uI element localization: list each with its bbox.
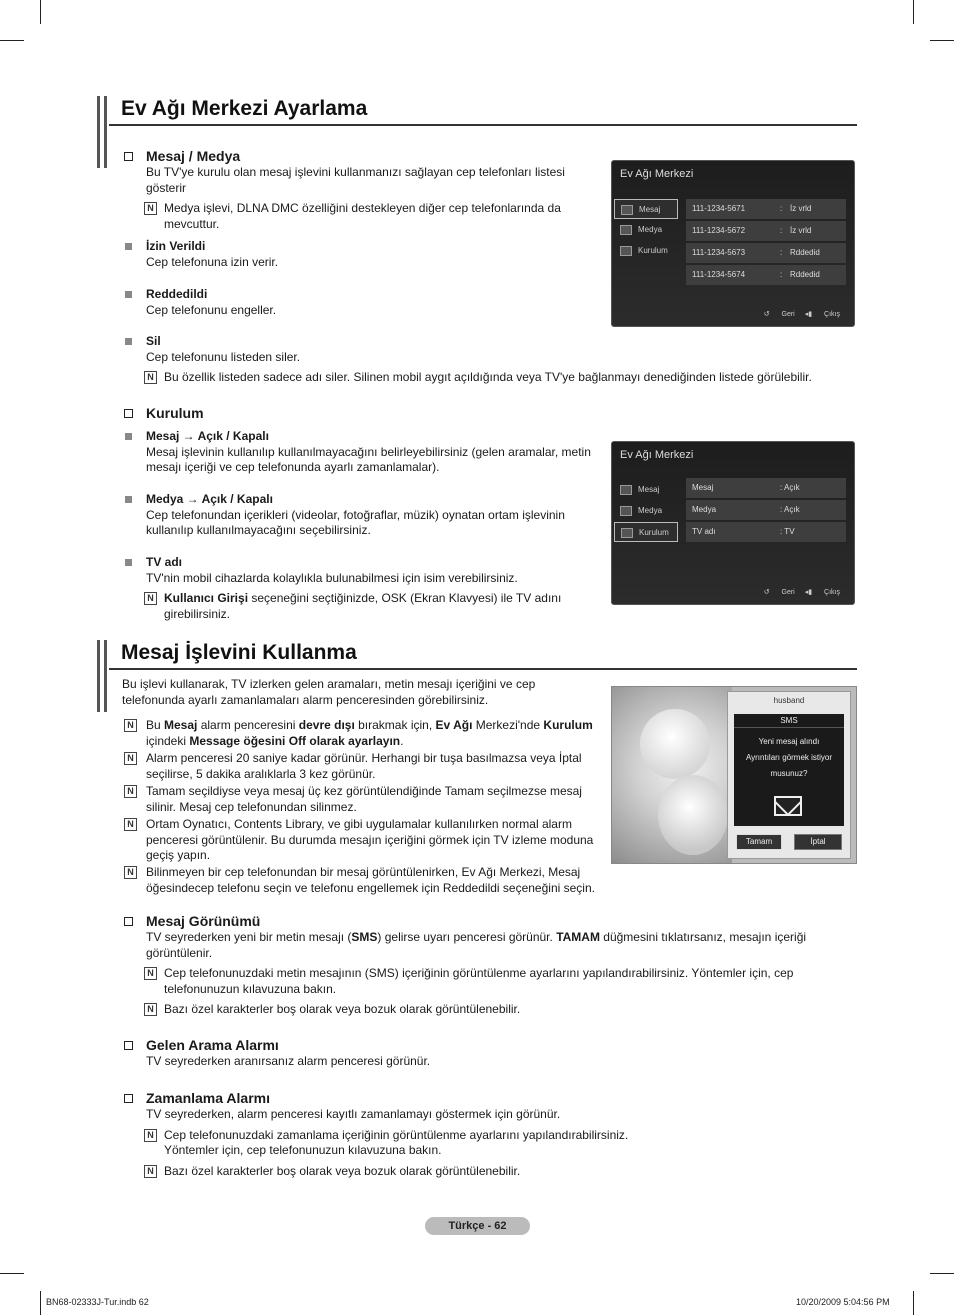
note-icon: N	[124, 752, 137, 765]
footer-file: BN68-02333J-Tur.indb 62	[46, 1297, 149, 1307]
ok-button[interactable]: Tamam	[736, 834, 782, 850]
section-title: Gelen Arama Alarmı	[122, 1036, 602, 1054]
tv-setting-row[interactable]: TV adı : TV	[686, 522, 846, 542]
note-icon: N	[124, 818, 137, 831]
exit-button[interactable]: ◂▮ Çıkış	[804, 310, 840, 318]
note-icon: N	[144, 1003, 157, 1016]
tv-phone-row[interactable]: 111-1234-5674 : Rddedid	[686, 265, 846, 285]
tv-menu-item-medya[interactable]: Medya	[614, 501, 678, 521]
heading-rule	[109, 124, 857, 126]
envelope-icon	[620, 485, 632, 495]
gear-icon	[621, 528, 633, 538]
checkbox-bullet-icon	[124, 152, 133, 161]
section-title: Mesaj / Medya	[122, 147, 582, 165]
tv-phone-row[interactable]: 111-1234-5673 : Rddedid	[686, 243, 846, 263]
section-desc: Bu TV'ye kurulu olan mesaj işlevini kullanmanızı sağlayan cep telefonları listesi gösterir	[146, 165, 565, 195]
note: N Alarm penceresi 20 saniye kadar görünür. Herhangi bir tuşa basılmazsa veya İptal seçilirse, 5 dakika aralıklarla 3 kez görünür.	[122, 751, 604, 782]
heading-rule	[109, 668, 857, 670]
square-bullet-icon	[125, 433, 132, 440]
polar-bear-photo	[612, 687, 732, 864]
item-reddedildi: Reddedildi Cep telefonunu engeller.	[122, 287, 602, 318]
heading-decoration	[97, 96, 109, 168]
alarm-sender: husband	[773, 696, 805, 705]
note: N Ortam Oynatıcı, Contents Library, ve gibi uygulamalar kullanılırken normal alarm penceresi görüntülenir. Bu durumda mesajın içeriğini görmek için TV izleme moduna geçiş yapın.	[122, 817, 604, 864]
item-medya-acik-kapali: Medya → Açık / Kapalı Cep telefonundan içerikleri (videolar, fotoğraflar, müzik) oynatan ortam işlevinin kullanılıp kullanılmayacağını seçebilirsiniz.	[122, 492, 602, 539]
square-bullet-icon	[125, 559, 132, 566]
tv-footer	[754, 307, 840, 323]
section2-note-last	[122, 865, 642, 896]
note: N Bu Mesaj alarm penceresini devre dışı bırakmak için, Ev Ağı Merkezi'nde Kurulum içindeki Message öğesini Off olarak ayarlayın.	[122, 718, 604, 749]
note-icon: N	[144, 1129, 157, 1142]
back-button[interactable]: ↺ Geri	[763, 310, 795, 318]
heading-decoration	[97, 640, 109, 712]
alarm-type: SMS	[734, 714, 844, 728]
alarm-message: Yeni mesaj alındı Ayrıntıları görmek istiyor musunuz?	[745, 737, 833, 778]
section-zamanlama-alarmi	[122, 1089, 642, 1179]
envelope-icon	[621, 205, 633, 215]
checkbox-bullet-icon	[124, 1041, 133, 1050]
note-icon: N	[144, 967, 157, 980]
square-bullet-icon	[125, 291, 132, 298]
alarm-screen-image	[611, 686, 857, 864]
tv-screen-title: Ev Ağı Merkezi	[620, 449, 694, 461]
note-icon: N	[124, 785, 137, 798]
note-icon: N	[144, 1165, 157, 1178]
section-heading: Mesaj İşlevini Kullanma	[121, 641, 357, 664]
tv-screen-title: Ev Ağı Merkezi	[620, 168, 694, 180]
tv-setting-row[interactable]: Medya : Açık	[686, 500, 846, 520]
section-title: Mesaj Görünümü	[122, 912, 822, 930]
item-sil: Sil Cep telefonunu listeden siler. N Bu özellik listeden sadece adı siler. Silinen mobil aygıt açıldığında veya TV'ye bağlanmayı denediğinden listede görülebilir.	[122, 334, 842, 386]
note: N Bu özellik listeden sadece adı siler. Silinen mobil aygıt açıldığında veya TV'ye bağlanmayı denediğinden listede görülebilir.	[122, 370, 842, 386]
section-gelen-arama-alarmi	[122, 1036, 602, 1070]
section2-notes	[122, 718, 604, 864]
footer-date: 10/20/2009 5:04:56 PM	[796, 1297, 890, 1307]
section-desc: TV seyrederken aranırsanız alarm penceresi görünür.	[146, 1054, 431, 1068]
tv-screen-kurulum	[611, 441, 855, 605]
square-bullet-icon	[125, 338, 132, 345]
section-desc: TV seyrederken, alarm penceresi kayıtlı zamanlamayı göstermek için görünür.	[146, 1107, 561, 1121]
exit-button[interactable]: ◂▮ Çıkış	[804, 588, 840, 596]
tv-screen-mesaj-list	[611, 160, 855, 327]
alarm-dialog	[727, 691, 851, 859]
note: N Tamam seçildiyse veya mesaj üç kez görüntülendiğinde Tamam seçilmezse mesaj silinir. Mesaj cep telefonundan silinmez.	[122, 784, 604, 815]
item-mesaj-acik-kapali: Mesaj → Açık / Kapalı Mesaj işlevinin kullanılıp kullanılmayacağını belirleyebilirsiniz (gelen aramalar, metin mesajı içeriği ve cep telefonunda ayarlı zamanlamalar).	[122, 429, 602, 476]
note: N Cep telefonunuzdaki zamanlama içeriğinin görüntülenme ayarlarını yapılandırabilirsiniz. Yöntemler için, cep telefonunuzun kılavuzuna bakın.	[122, 1128, 642, 1159]
tv-menu	[614, 199, 678, 262]
section-mesaj-gorunumu	[122, 912, 822, 1018]
note: N Medya işlevi, DLNA DMC özelliğini destekleyen diğer cep telefonlarında da mevcuttur.	[122, 201, 582, 232]
checkbox-bullet-icon	[124, 409, 133, 418]
note-icon: N	[144, 371, 157, 384]
tv-settings-list	[686, 478, 846, 544]
square-bullet-icon	[125, 496, 132, 503]
section-kurulum	[122, 404, 602, 422]
page-number: Türkçe - 62	[425, 1217, 530, 1235]
checkbox-bullet-icon	[124, 1094, 133, 1103]
media-icon	[620, 225, 632, 235]
tv-menu-item-mesaj[interactable]: Mesaj	[614, 480, 678, 500]
section-title: Zamanlama Alarmı	[122, 1089, 642, 1107]
note-icon: N	[124, 866, 137, 879]
item-tv-adi: TV adı TV'nin mobil cihazlarda kolaylıkla bulunabilmesi için isim verebilirsiniz. N Kullanıcı Girişi seçeneğini seçtiğinizde, OSK (Ekran Klavyesi) ile TV adını girebilirsiniz.	[122, 555, 602, 622]
note-icon: N	[124, 719, 137, 732]
note-icon: N	[144, 592, 157, 605]
section2-intro: Bu işlevi kullanarak, TV izlerken gelen aramaları, metin mesajı içeriğini ve cep telefonunda ayarlı zamanlamaları alarm penceresinden görebilirsiniz.	[122, 677, 536, 707]
tv-menu-item-medya[interactable]: Medya	[614, 220, 678, 240]
item-izin-verildi: İzin Verildi Cep telefonuna izin verir.	[122, 239, 602, 270]
section-title: Kurulum	[122, 404, 602, 422]
tv-menu	[614, 480, 678, 543]
gear-icon	[620, 246, 632, 256]
tv-menu-item-kurulum[interactable]: Kurulum	[614, 241, 678, 261]
section-mesaj-medya	[122, 147, 582, 232]
note: N Bazı özel karakterler boş olarak veya bozuk olarak görüntülenebilir.	[122, 1164, 642, 1180]
note: N Kullanıcı Girişi seçeneğini seçtiğinizde, OSK (Ekran Klavyesi) ile TV adını girebilirsiniz.	[122, 591, 602, 622]
page-title: Ev Ağı Merkezi Ayarlama	[121, 97, 368, 120]
tv-phone-list	[686, 199, 846, 287]
tv-menu-item-kurulum[interactable]: Kurulum	[614, 522, 678, 542]
cancel-button[interactable]: İptal	[794, 834, 842, 850]
media-icon	[620, 506, 632, 516]
note: N Cep telefonunuzdaki metin mesajının (SMS) içeriğinin görüntülenme ayarlarını yapılandırabilirsiniz. Yöntemler için, cep telefonunuzun kılavuzuna bakın.	[122, 966, 822, 997]
note: N Bazı özel karakterler boş olarak veya bozuk olarak görüntülenebilir.	[122, 1002, 822, 1018]
alarm-body	[734, 714, 844, 826]
tv-menu-item-mesaj[interactable]: Mesaj	[614, 199, 678, 219]
note: N Bilinmeyen bir cep telefonundan bir mesaj görüntülenirken, Ev Ağı Merkezi, Mesaj öğesindecep telefonu seçin ve telefonu engellemek için Reddedildi seçeneğini seçin.	[122, 865, 642, 896]
note-icon: N	[144, 202, 157, 215]
tv-phone-row[interactable]: 111-1234-5672 : İz vrld	[686, 221, 846, 241]
checkbox-bullet-icon	[124, 917, 133, 926]
envelope-icon	[774, 796, 802, 816]
square-bullet-icon	[125, 243, 132, 250]
tv-setting-row[interactable]: Mesaj : Açık	[686, 478, 846, 498]
section-desc: TV seyrederken yeni bir metin mesajı (SMS) gelirse uyarı penceresi görünür. TAMAM düğmesini tıklatırsanız, mesajın içeriği görüntülenir.	[146, 930, 807, 960]
tv-footer	[754, 585, 840, 601]
tv-phone-row[interactable]: 111-1234-5671 : İz vrld	[686, 199, 846, 219]
back-button[interactable]: ↺ Geri	[763, 588, 795, 596]
